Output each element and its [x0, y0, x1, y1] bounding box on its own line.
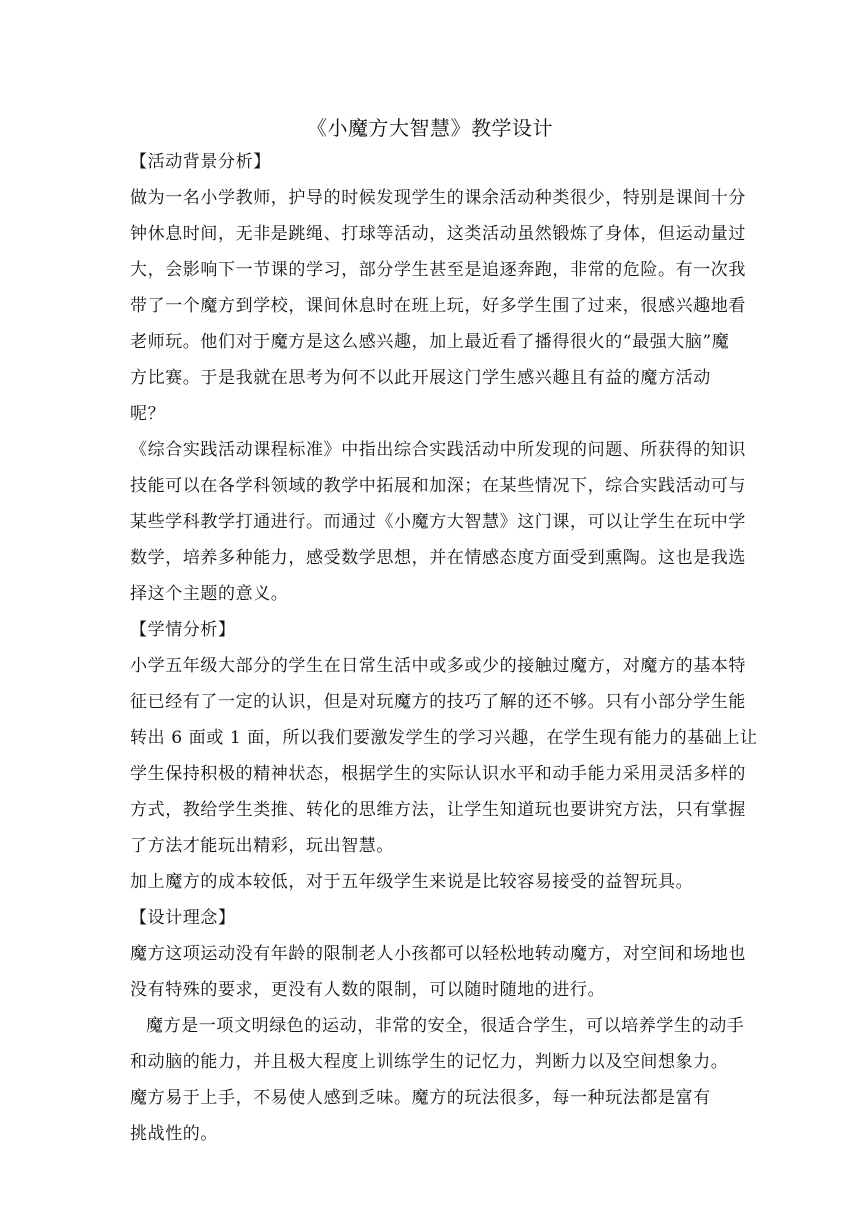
- section-heading-design-concept: 【设计理念】: [130, 908, 236, 928]
- paragraph-line: 某些学科教学打通进行。而通过《小魔方大智慧》这门课，可以让学生在玩中学: [130, 512, 746, 532]
- paragraph-line: 数学，培养多种能力，感受数学思想，并在情感态度方面受到熏陶。这也是我选: [130, 548, 746, 568]
- paragraph-line: 择这个主题的意义。: [130, 584, 289, 604]
- paragraph-line: 魔方易于上手，不易使人感到乏味。魔方的玩法很多，每一种玩法都是富有: [130, 1088, 711, 1108]
- paragraph-line: 加上魔方的成本较低，对于五年级学生来说是比较容易接受的益智玩具。: [130, 872, 694, 892]
- section-heading-learning-analysis: 【学情分析】: [130, 620, 236, 640]
- paragraph-line: 呢？: [130, 404, 166, 424]
- paragraph-line: 魔方这项运动没有年龄的限制老人小孩都可以轻松地转动魔方，对空间和场地也: [130, 944, 746, 964]
- paragraph-line: 老师玩。他们对于魔方是这么感兴趣，加上最近看了播得很火的“最强大脑”魔: [130, 332, 730, 352]
- paragraph-line: 带了一个魔方到学校，课间休息时在班上玩，好多学生围了过来，很感兴趣地看: [130, 296, 746, 316]
- paragraph-line: 技能可以在各学科领域的教学中拓展和加深；在某些情况下，综合实践活动可与: [130, 476, 746, 496]
- paragraph-line: 了方法才能玩出精彩，玩出智慧。: [130, 836, 394, 856]
- paragraph-line: 和动脑的能力，并且极大程度上训练学生的记忆力，判断力以及空间想象力。: [130, 1052, 729, 1072]
- paragraph-line: 没有特殊的要求，更没有人数的限制，可以随时随地的进行。: [130, 980, 606, 1000]
- paragraph-line: 征已经有了一定的认识，但是对玩魔方的技巧了解的还不够。只有小部分学生能: [130, 692, 746, 712]
- paragraph-line: 转出 6 面或 1 面，所以我们要激发学生的学习兴趣，在学生现有能力的基础上让: [130, 728, 758, 748]
- paragraph-line: 小学五年级大部分的学生在日常生活中或多或少的接触过魔方，对魔方的基本特: [130, 656, 746, 676]
- paragraph-line: 学生保持积极的精神状态，根据学生的实际认识水平和动手能力采用灵活多样的: [130, 764, 746, 784]
- paragraph-line: 做为一名小学教师，护导的时候发现学生的课余活动种类很少，特别是课间十分: [130, 188, 746, 208]
- section-heading-background: 【活动背景分析】: [130, 152, 271, 172]
- paragraph-line: 方式，教给学生类推、转化的思维方法，让学生知道玩也要讲究方法，只有掌握: [130, 800, 746, 820]
- paragraph-line: 魔方是一项文明绿色的运动，非常的安全，很适合学生，可以培养学生的动手: [146, 1016, 745, 1036]
- paragraph-line: 大，会影响下一节课的学习，部分学生甚至是追逐奔跑，非常的危险。有一次我: [130, 260, 746, 280]
- document-title: 《小魔方大智慧》教学设计: [307, 116, 553, 140]
- paragraph-line: 方比赛。于是我就在思考为何不以此开展这门学生感兴趣且有益的魔方活动: [130, 368, 711, 388]
- paragraph-line: 钟休息时间，无非是跳绳、打球等活动，这类活动虽然锻炼了身体，但运动量过: [130, 224, 746, 244]
- paragraph-line: 《综合实践活动课程标准》中指出综合实践活动中所发现的问题、所获得的知识: [130, 440, 746, 460]
- paragraph-line: 挑战性的。: [130, 1124, 218, 1144]
